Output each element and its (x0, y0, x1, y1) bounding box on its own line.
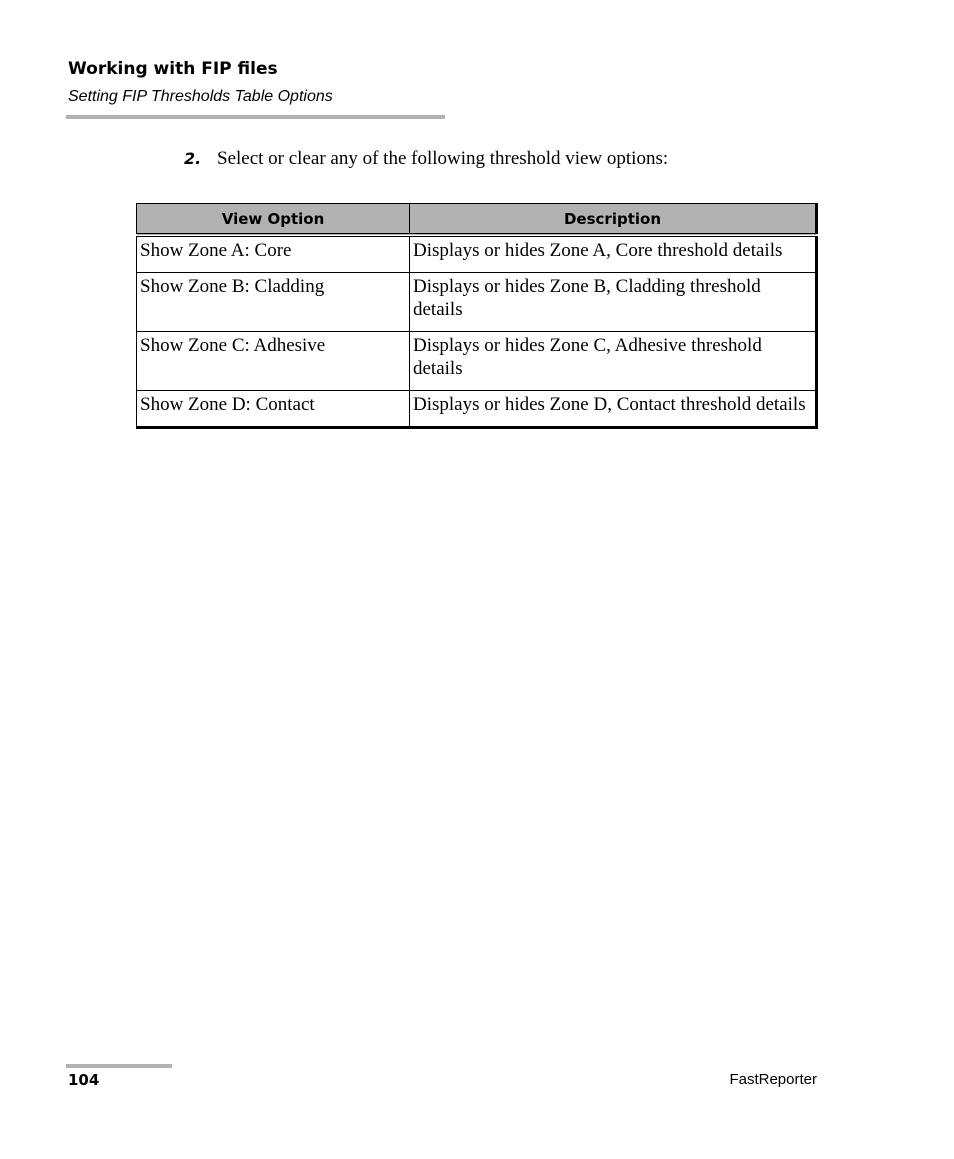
table-row (137, 235, 817, 273)
page-number: 104 (68, 1071, 100, 1089)
table-header-row (137, 204, 817, 236)
description-cell: Displays or hides Zone A, Core threshold details (410, 235, 817, 273)
step-instruction (184, 147, 668, 171)
column-header-description: Description (410, 204, 817, 236)
table-row (137, 273, 817, 332)
view-option-cell: Show Zone A: Core (137, 235, 410, 273)
description-cell: Displays or hides Zone B, Cladding threshold details (410, 273, 817, 332)
step-text: Select or clear any of the following threshold view options: (217, 148, 669, 169)
description-cell: Displays or hides Zone D, Contact threshold details (410, 391, 817, 428)
view-option-cell: Show Zone B: Cladding (137, 273, 410, 332)
description-cell: Displays or hides Zone C, Adhesive threshold details (410, 332, 817, 391)
table-row (137, 332, 817, 391)
view-option-cell: Show Zone C: Adhesive (137, 332, 410, 391)
step-number: 2. (184, 149, 202, 168)
product-name: FastReporter (729, 1071, 817, 1088)
footer-rule (66, 1064, 172, 1068)
column-header-view-option: View Option (137, 204, 410, 236)
section-title: Setting FIP Thresholds Table Options (68, 88, 333, 105)
table-row (137, 391, 817, 428)
chapter-title: Working with FIP files (68, 59, 278, 79)
view-option-cell: Show Zone D: Contact (137, 391, 410, 428)
threshold-options-table (136, 203, 818, 429)
header-rule (66, 115, 445, 119)
